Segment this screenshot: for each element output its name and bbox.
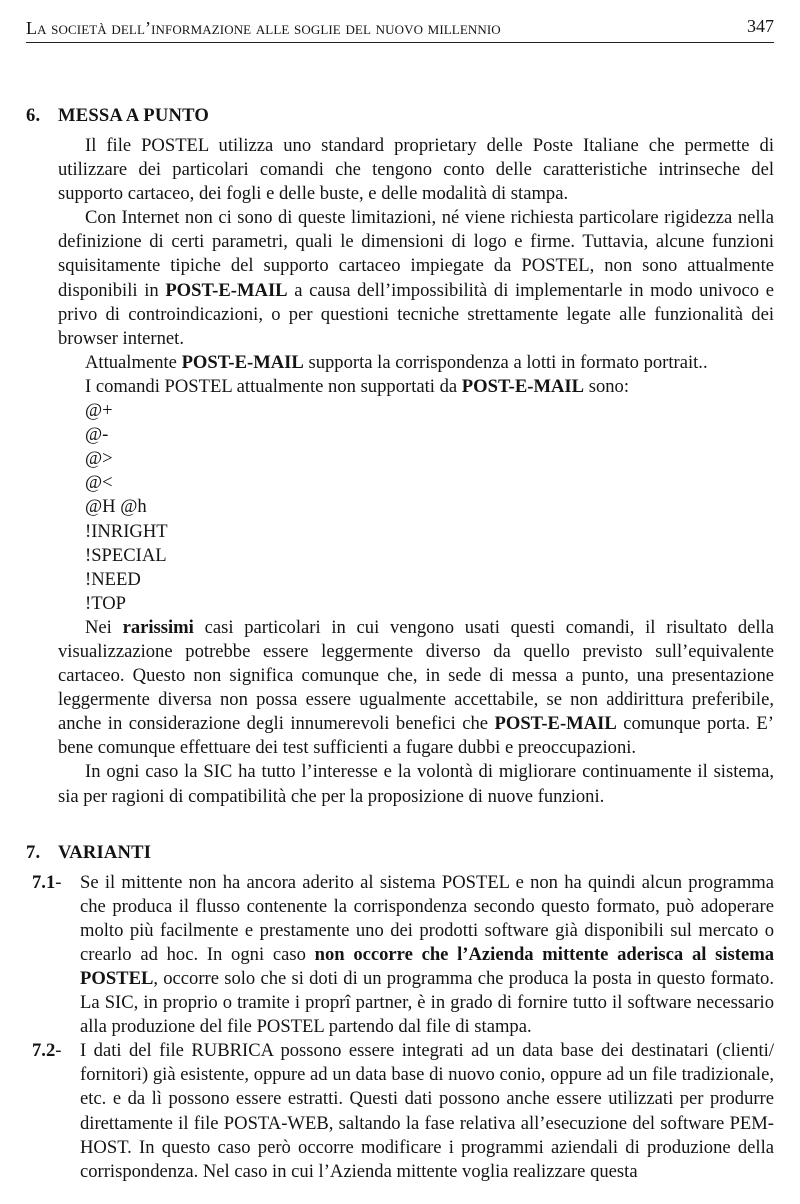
list-item: !NEED — [85, 568, 141, 590]
unsupported-commands-list — [58, 399, 774, 616]
list-item: @H @h — [85, 496, 147, 518]
variant-label: 7.2- — [32, 1040, 62, 1062]
list-item: !TOP — [85, 592, 126, 614]
paragraph: Attualmente POST-E-MAIL supporta la corrispondenza a lotti in formato portrait.. — [85, 351, 708, 373]
running-head — [26, 16, 774, 43]
paragraph: I comandi POSTEL attualmente non supportati da POST-E-MAIL sono: — [85, 375, 630, 397]
running-title: La società dell’informazione alle soglie del nuovo millennio — [26, 18, 501, 38]
variant-7-2 — [26, 1039, 774, 1184]
variant-label: 7.1- — [32, 871, 62, 893]
list-item: !INRIGHT — [85, 520, 168, 542]
variant-text: I dati del file RUBRICA possono essere integrati ad un data base dei destinatari (clienti/ fornitori) già esistente, oppure ad un data base di nuovo conio, oppure ad un file tradizionale, etc. e da lì possono essere estratti. Questi dati possono anche essere utilizzati per produrre direttamente il file POSTA-WEB, saltando la fase relativa all’esecuzione del software PEM-HOST. In questo caso però occorre modificare i programmi aziendali di produzione della corrispondenza. Nel caso in cui l’Azienda mittente voglia realizzare questa — [80, 1040, 774, 1182]
section-6-heading — [26, 104, 774, 128]
page-number: 347 — [747, 16, 774, 36]
list-item: @+ — [85, 400, 113, 422]
paragraph: In ogni caso la SIC ha tutto l’interesse e la volontà di migliorare continuamente il sistema, sia per ragioni di compatibilità che per la proposizione di nuove funzioni. — [58, 761, 774, 807]
page-content — [26, 104, 774, 1184]
section-7-number: 7. — [26, 841, 41, 863]
section-7-heading — [26, 841, 774, 865]
section-6-number: 6. — [26, 105, 41, 126]
paragraph: Nei rarissimi casi particolari in cui vengono usati questi comandi, il risultato della visualizzazione potrebbe essere leggermente diverso da quello previsto sull’equivalente cartaceo. Questo non significa comunque che, in sede di messa a punto, una presentazione leggermente diversa non possa essere ugualmente accettabile, se non addirittura preferibile, anche in considerazione degli innumerevoli benefici che POST-E-MAIL comunque porta. E’ bene comunque effettuare dei test sufficienti a fugare dubbi e preoccupazioni. — [58, 616, 774, 759]
list-item: @- — [85, 424, 109, 446]
variant-7-1 — [26, 871, 774, 1040]
paragraph: Con Internet non ci sono di queste limitazioni, né viene richiesta particolare rigidezza nella definizione di certi parametri, quali le dimensioni di logo e firme. Tuttavia, alcune funzioni squisitamente tipiche del supporto cartaceo impiegate da POSTEL, non sono attualmente disponibili in POST-E-MAIL a causa dell’impossibilità di implementarle in modo univoco e privo di controindicazioni, o per questioni tecniche strettamente legate alle funzionalità dei browser internet. — [58, 207, 774, 349]
variant-text: Se il mittente non ha ancora aderito al sistema POSTEL e non ha quindi alcun programma che produca il flusso contenente la corrispondenza secondo questo formato, può adoperare molto più facilmente e prestamente uno dei prodotti software già disponibili sul mercato o crearlo ad hoc. In ogni caso non occorre che l’Azienda mittente aderisca al sistema POSTEL, occorre solo che si doti di un programma che produca la posta in questo formato. La SIC, in proprio o tramite i proprî partner, è in grado di fornire tutto il software necessario alla produzione del file POSTEL partendo dal file di stampa. — [80, 871, 774, 1038]
section-7-title: VARIANTI — [58, 841, 152, 863]
list-item: !SPECIAL — [85, 544, 167, 566]
list-item: @> — [85, 448, 113, 470]
list-item: @< — [85, 472, 113, 494]
paragraph: Il file POSTEL utilizza uno standard proprietary delle Poste Italiane che permette di utilizzare dei particolari comandi che tengono conto delle caratteristiche intrinseche del supporto cartaceo, dei fogli e delle buste, e delle modalità di stampa. — [58, 135, 774, 205]
section-6-title: MESSA A PUNTO — [58, 105, 210, 126]
section-6-body — [26, 134, 774, 809]
